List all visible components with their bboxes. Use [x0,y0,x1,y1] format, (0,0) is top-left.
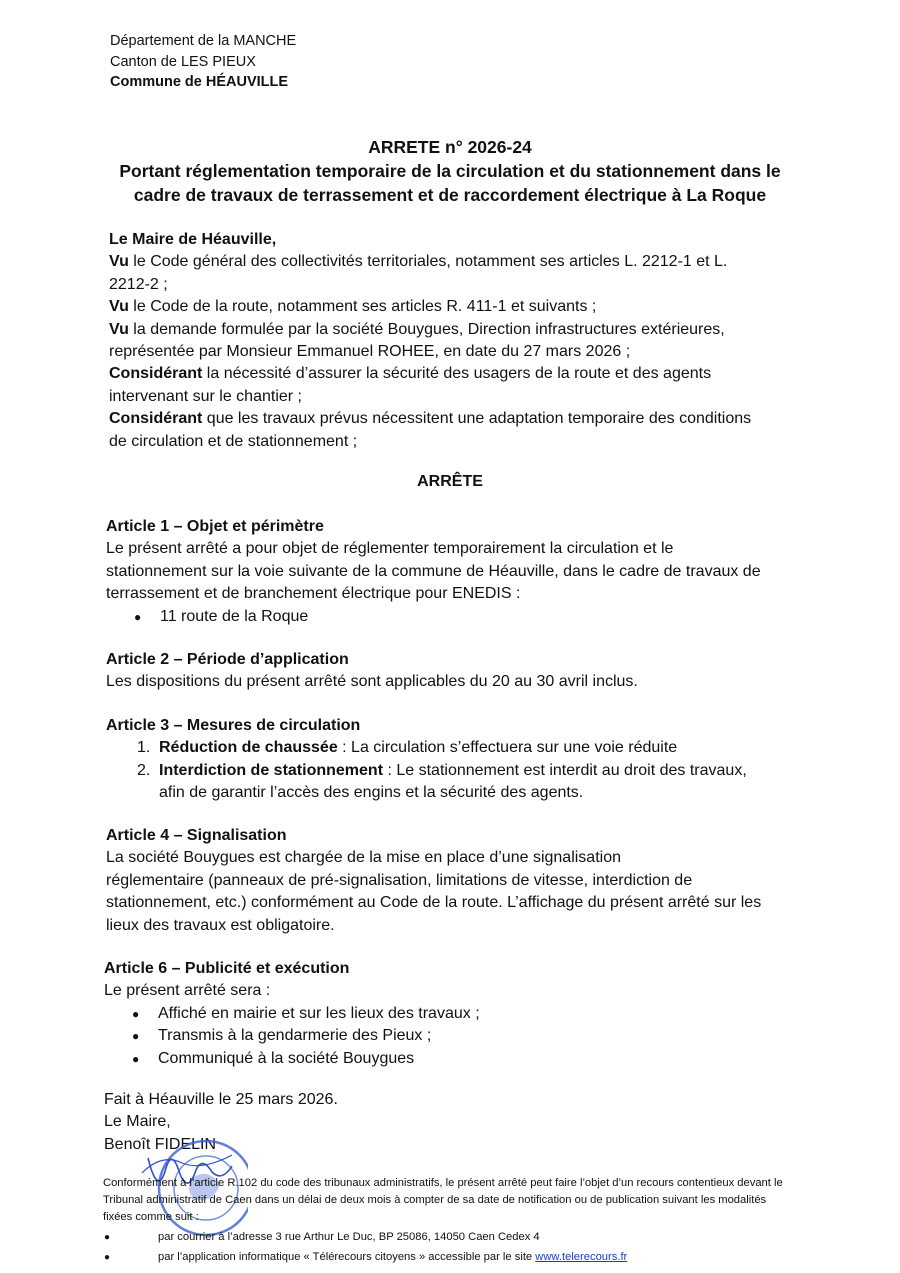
text: réglementaire (panneaux de pré-signalisation, limitations de vitesse, interdiction de [106,871,693,889]
canton: Canton de LES PIEUX [110,53,256,70]
decree-subtitle-line-2: cadre de travaux de terrassement et de raccordement électrique à La Roque [133,185,767,205]
preamble [109,229,751,453]
text: intervenant sur le chantier ; [109,387,302,405]
commune: Commune de HÉAUVILLE [110,74,289,90]
text: lieux des travaux est obligatoire. [106,916,335,934]
keyword: Vu [109,298,129,316]
signatory-name: Benoît FIDELIN [104,1135,217,1153]
text: par l’application informatique « Télérecours citoyens » accessible par le site [158,1251,536,1263]
arrete-heading: ARRÊTE [417,473,483,490]
text: le Code de la route, notamment ses articles R. 411-1 et suivants ; [128,298,597,316]
issuer-header [110,31,296,93]
article-3 [106,715,747,805]
bullet-icon: ● [132,1029,140,1044]
text: 2212-2 ; [109,275,168,293]
bullet-text: Transmis à la gendarmerie des Pieux ; [158,1027,432,1045]
signatory-role: Le Maire, [104,1113,171,1131]
bullet-text: 11 route de la Roque [160,607,309,625]
text: de circulation et de stationnement ; [109,432,358,450]
text: la demande formulée par la société Bouygues, Direction infrastructures extérieures, [128,320,725,338]
text: Conformément à l’article R.102 du code des tribunaux administratifs, le présent arrêté peut faire l’objet d’un recours contentieux devant le [103,1177,783,1189]
article-6 [104,958,480,1070]
text: que les travaux prévus nécessitent une adaptation temporaire des conditions [202,410,752,428]
department: Département de la MANCHE [110,33,297,49]
article-4 [106,825,761,937]
bullet-icon: ● [132,1006,140,1021]
text: fixées comme suit : [103,1211,199,1223]
keyword: Considérant [109,410,203,428]
text: Les dispositions du présent arrêté sont applicables du 20 au 30 avril inclus. [106,673,638,691]
text: terrassement et de branchement électrique pour ENEDIS : [106,585,521,603]
item-number: 1. [137,739,151,757]
text: par courrier à l’adresse 3 rue Arthur Le Duc, BP 25086, 14050 Caen Cedex 4 [158,1231,540,1243]
bullet-icon: ● [104,1232,111,1243]
text: Le présent arrêté a pour objet de réglementer temporairement la circulation et le [106,540,674,558]
text: le Code général des collectivités territoriales, notamment ses articles L. 2212-1 et L. [128,253,728,271]
text: Tribunal administratif de Caen dans un délai de deux mois à compter de sa date de notification ou de publication suivant les modalités [103,1194,767,1206]
telerecours-link[interactable]: www.telerecours.fr [535,1251,628,1263]
article-title: Article 3 – Mesures de circulation [106,717,361,734]
text: la nécessité d’assurer la sécurité des usagers de la route et des agents [202,365,712,383]
keyword: Considérant [109,365,203,383]
bullet-icon: ● [132,1051,140,1066]
text: représentée par Monsieur Emmanuel ROHEE, en date du 27 mars 2026 ; [109,342,631,360]
keyword: Interdiction de stationnement [159,761,384,779]
text: stationnement, etc.) conformément au Code de la route. L’affichage du présent arrêté sur les [106,894,762,912]
text: Le présent arrêté sera : [104,982,271,1000]
article-1 [106,516,761,628]
item-number: 2. [137,761,151,779]
bullet-icon: ● [104,1252,111,1263]
article-2 [106,649,638,694]
bullet-text: Communiqué à la société Bouygues [158,1049,415,1067]
article-title: Article 6 – Publicité et exécution [104,960,350,977]
bullet-icon: ● [134,609,142,624]
article-title: Article 1 – Objet et périmètre [106,518,324,535]
decree-number: ARRETE n° 2026-24 [368,137,532,157]
keyword: Réduction de chaussée [159,739,338,757]
text: La société Bouygues est chargée de la mise en place d’une signalisation [106,849,621,867]
article-title: Article 2 – Période d’application [106,651,349,668]
keyword: Vu [109,253,129,271]
text: afin de garantir l’accès des engins et la sécurité des agents. [159,784,584,802]
bullet-text: Affiché en mairie et sur les lieux des travaux ; [158,1004,480,1022]
legal-recourse-notice [103,1175,783,1266]
keyword: Vu [109,320,129,338]
place-date: Fait à Héauville le 25 mars 2026. [104,1091,338,1108]
mayor-line: Le Maire de Héauville, [109,231,277,248]
text: : La circulation s’effectuera sur une voie réduite [337,739,678,757]
text: : Le stationnement est interdit au droit des travaux, [383,761,747,779]
text: stationnement sur la voie suivante de la commune de Héauville, dans le cadre de travaux de [106,562,761,580]
article-title: Article 4 – Signalisation [106,827,287,844]
decree-subtitle-line-1: Portant réglementation temporaire de la circulation et du stationnement dans le [119,161,781,181]
